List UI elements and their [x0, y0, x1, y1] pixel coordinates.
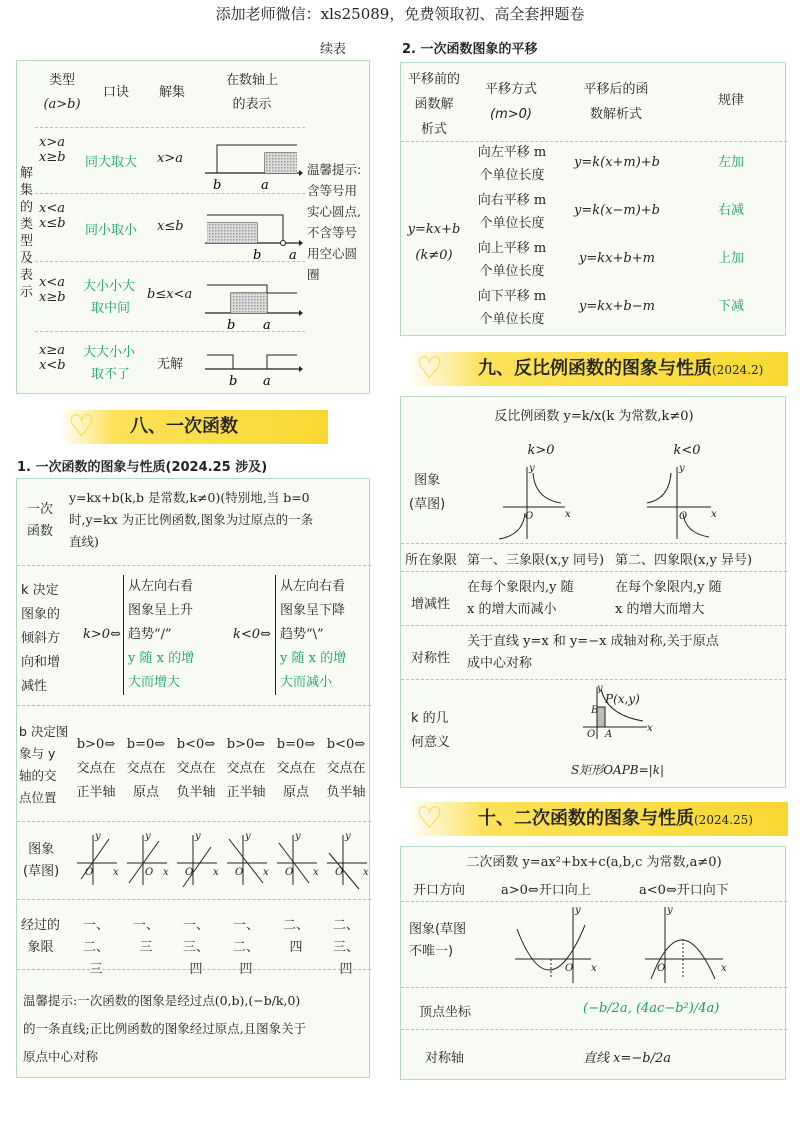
translation-table — [400, 62, 786, 336]
t-rule-2: 右减 — [717, 203, 744, 218]
sol-1: x>a — [157, 151, 183, 166]
t-way-1: 向左平移 m 个单位长度 — [477, 145, 547, 183]
svg-text:O: O — [185, 867, 194, 878]
section-8-title: ♡ 八、一次函数 — [60, 410, 328, 444]
k-label: k 决定 图象的 倾斜方 向和增 减性 — [21, 583, 61, 694]
inv-quad-pos: 第一、三象限(x,y 同号) — [467, 553, 605, 568]
rule-3b: 取中间 — [91, 301, 131, 316]
t-hdr-2: 平移方式 (m>0) — [484, 82, 537, 122]
b-label: b 决定图 象与 y 轴的交 点位置 — [19, 724, 69, 805]
nl4-b: b — [229, 374, 238, 389]
lin-graph-4 — [227, 835, 267, 885]
svg-text:x: x — [565, 509, 571, 520]
numberline-2 — [205, 215, 303, 263]
quadratic-graphs-svg — [511, 905, 771, 985]
svg-text:y: y — [575, 905, 581, 916]
section-8-sub1: 1. 一次函数的图象与性质(2024.25 涉及) — [17, 460, 268, 475]
b-cols: b>0⇔ 交点在 正半轴 b=0⇔ 交点在 原点 b<0⇔ 交点在 负半轴 b>0⇔ 交点在 正半轴 b=0⇔ 交点在 原点 b<0⇔ 交点在 负半轴 — [76, 737, 366, 800]
sol-3: b≤x<a — [147, 287, 193, 302]
vertex-value: (−b/2a, (4ac−b²)/4a) — [583, 1001, 720, 1016]
svg-text:x: x — [213, 867, 219, 878]
t-res-2: y=k(x−m)+b — [573, 203, 661, 218]
quad-graph-label: 图象(草图 不唯一) — [409, 922, 467, 959]
header-type-cond: (a>b) — [43, 97, 81, 112]
t-hdr-4: 规律 — [717, 93, 744, 108]
k-pos: k>0⇔ — [83, 627, 121, 642]
svg-text:x: x — [647, 723, 653, 734]
nl2-a: a — [289, 248, 297, 263]
top-banner: 添加老师微信：xls25089，免费领取初、高全套押题卷 — [215, 5, 585, 23]
t-hdr-1: 平移前的 函数解 析式 — [407, 72, 460, 137]
inequality-table — [16, 60, 370, 394]
ineq-row-3: x<a x≥b — [39, 275, 66, 305]
quad-cols: 一、二、 三 一、 三 一、三、 四 一、二、 四 二、 四 二、三、 四 — [82, 918, 359, 977]
ineq-row-4: x≥a x<b — [39, 343, 66, 373]
rule-3: 大小小大 — [83, 279, 136, 294]
inv-mono-pos: 在每个象限内,y 随 x 的增大而减小 — [467, 580, 574, 617]
header-solution: 解集 — [158, 85, 185, 100]
numberline-1 — [205, 145, 303, 193]
t-way-4: 向下平移 m 个单位长度 — [477, 289, 547, 327]
inv-header: 反比例函数 y=k/x(k 为常数,k≠0) — [494, 409, 694, 424]
svg-text:O: O — [85, 867, 94, 878]
inv-quad-label: 所在象限 — [405, 553, 458, 568]
svg-text:O: O — [565, 963, 574, 974]
t-hdr-3: 平移后的函 数解析式 — [583, 82, 649, 122]
header-numberline: 在数轴上 — [225, 73, 278, 88]
svg-text:O: O — [657, 963, 666, 974]
geo-svg — [577, 685, 677, 741]
open-neg: a<0⇔开口向下 — [639, 883, 729, 898]
section-10-title: ♡ 十、二次函数的图象与性质(2024.25) — [408, 802, 788, 836]
linear-graphs-svg — [73, 829, 369, 893]
graph-label: 图象 (草图) — [23, 842, 60, 879]
ineq-row-2: x<a x≤b — [39, 201, 66, 231]
quad-header: 二次函数 y=ax²+bx+c(a,b,c 为常数,a≠0) — [466, 855, 722, 870]
svg-text:y: y — [145, 831, 151, 842]
continued-label: 续表 — [320, 42, 347, 57]
ineq-tip: 温馨提示: 含等号用 实心圆点, 不含等号 用空心圆 圈 — [307, 162, 362, 282]
section-2-title: 2. 一次函数图象的平移 — [402, 42, 538, 57]
heart-icon: ♡ — [68, 409, 95, 444]
svg-text:x: x — [711, 509, 717, 520]
t-rule-4: 下减 — [717, 299, 744, 314]
lin-graph-6 — [327, 835, 367, 889]
t-rule-1: 左加 — [717, 155, 744, 170]
svg-text:y: y — [679, 463, 685, 474]
inv-geo-label: k 的几 何意义 — [411, 711, 451, 750]
svg-text:O: O — [145, 867, 154, 878]
svg-text:y: y — [195, 831, 201, 842]
svg-text:x: x — [721, 963, 727, 974]
svg-text:O: O — [679, 511, 688, 522]
nl3-a: a — [263, 318, 271, 333]
numberline-3 — [205, 285, 303, 333]
ineq-row-1: x>a x≥b — [39, 135, 66, 165]
svg-text:y: y — [295, 831, 301, 842]
t-res-1: y=k(x+m)+b — [573, 155, 661, 170]
svg-text:y: y — [345, 831, 351, 842]
svg-text:x: x — [263, 867, 269, 878]
vertex-label: 顶点坐标 — [419, 1005, 472, 1020]
nl3-b: b — [227, 318, 236, 333]
inv-graph-neg — [647, 467, 711, 539]
header-numberline-2: 的表示 — [232, 97, 272, 112]
geo-point: P(x,y) — [605, 692, 640, 706]
heart-icon: ♡ — [416, 801, 443, 836]
inv-kpos: k>0 — [527, 443, 555, 458]
svg-text:x: x — [113, 867, 119, 878]
svg-text:y: y — [529, 463, 535, 474]
sol-2: x≤b — [157, 219, 184, 234]
quadratic-table — [400, 846, 786, 1080]
inv-quad-neg: 第二、四象限(x,y 异号) — [615, 553, 753, 568]
k-pos-text: 从左向右看 图象呈上升 趋势“/” y 随 x 的增 大而增大 — [123, 575, 194, 695]
inv-geo-formula: S矩形OAPB=|k| — [571, 763, 665, 777]
svg-text:x: x — [591, 963, 597, 974]
svg-text:y: y — [245, 831, 251, 842]
inv-sym-text: 关于直线 y=x 和 y=−x 成轴对称,关于原点 成中心对称 — [467, 634, 719, 671]
k-neg: k<0⇔ — [233, 627, 271, 642]
lin-graph-5 — [277, 835, 317, 885]
quad-label: 经过的 象限 — [21, 918, 61, 955]
linear-function-table — [16, 478, 370, 1078]
side-label: 解集的类型及表示 — [20, 166, 34, 300]
header-type: 类型 — [48, 73, 75, 88]
svg-text:O: O — [235, 867, 244, 878]
t-way-3: 向上平移 m 个单位长度 — [477, 241, 547, 279]
t-rule-3: 上加 — [717, 251, 744, 266]
number-lines-svg — [203, 131, 303, 391]
open-label: 开口方向 — [413, 883, 466, 898]
svg-text:x: x — [163, 867, 169, 878]
inv-kneg: k<0 — [673, 443, 701, 458]
section-9-title: ♡ 九、反比例函数的图象与性质(2024.2) — [408, 352, 788, 386]
rule-4: 大大小小 — [83, 345, 136, 360]
svg-text:O: O — [285, 867, 294, 878]
svg-text:O: O — [587, 729, 596, 740]
rule-1: 同大取大 — [85, 155, 138, 170]
svg-text:A: A — [605, 729, 613, 740]
linear-tip: 温馨提示:一次函数的图象是经过点(0,b),(−b/k,0) 的一条直线;正比例函数的图象经过原点,且图象关于 原点中心对称 — [23, 993, 307, 1064]
header-rule: 口诀 — [102, 85, 129, 100]
svg-text:B: B — [591, 705, 599, 716]
axis-value: 直线 x=−b/2a — [583, 1051, 671, 1066]
inv-sym-label: 对称性 — [411, 651, 451, 666]
lin-graph-1 — [77, 835, 117, 885]
inv-graph-pos — [499, 467, 565, 539]
nl2-b: b — [253, 248, 262, 263]
k-neg-text: 从左向右看 图象呈下降 趋势“\” y 随 x 的增 大而减小 — [275, 575, 346, 695]
numberline-4 — [205, 355, 303, 389]
nl4-a: a — [263, 374, 271, 389]
def-label: 一次 函数 — [27, 502, 54, 539]
nl1-a: a — [261, 178, 269, 193]
def-text: y=kx+b(k,b 是常数,k≠0)(特别地,当 b=0 时,y=kx 为正比例函数,图象为过原点的一条 直线) — [69, 490, 314, 549]
lin-graph-3 — [177, 835, 217, 887]
t-res-4: y=kx+b−m — [579, 299, 655, 314]
svg-text:y: y — [95, 831, 101, 842]
inv-mono-label: 增减性 — [411, 597, 451, 612]
quad-graph-up — [515, 907, 591, 983]
inv-graph-label: 图象 (草图) — [409, 473, 446, 512]
svg-text:y: y — [597, 685, 603, 694]
inv-mono-neg: 在每个象限内,y 随 x 的增大而增大 — [615, 580, 722, 617]
sol-4: 无解 — [157, 357, 184, 372]
nl1-b: b — [213, 178, 222, 193]
open-pos: a>0⇔开口向上 — [501, 883, 591, 898]
svg-text:x: x — [363, 867, 369, 878]
heart-icon: ♡ — [416, 351, 443, 386]
inverse-graphs-svg — [497, 461, 777, 541]
svg-text:O: O — [525, 511, 534, 522]
svg-text:x: x — [313, 867, 319, 878]
svg-text:O: O — [335, 867, 344, 878]
rule-4b: 取不了 — [91, 367, 131, 382]
svg-text:y: y — [667, 905, 673, 916]
t-orig: y=kx+b (k≠0) — [407, 222, 461, 263]
rule-2: 同小取小 — [85, 223, 138, 238]
t-res-3: y=kx+b+m — [579, 251, 655, 266]
inverse-table — [400, 396, 786, 788]
t-way-2: 向右平移 m 个单位长度 — [477, 193, 547, 231]
axis-label: 对称轴 — [425, 1051, 465, 1066]
